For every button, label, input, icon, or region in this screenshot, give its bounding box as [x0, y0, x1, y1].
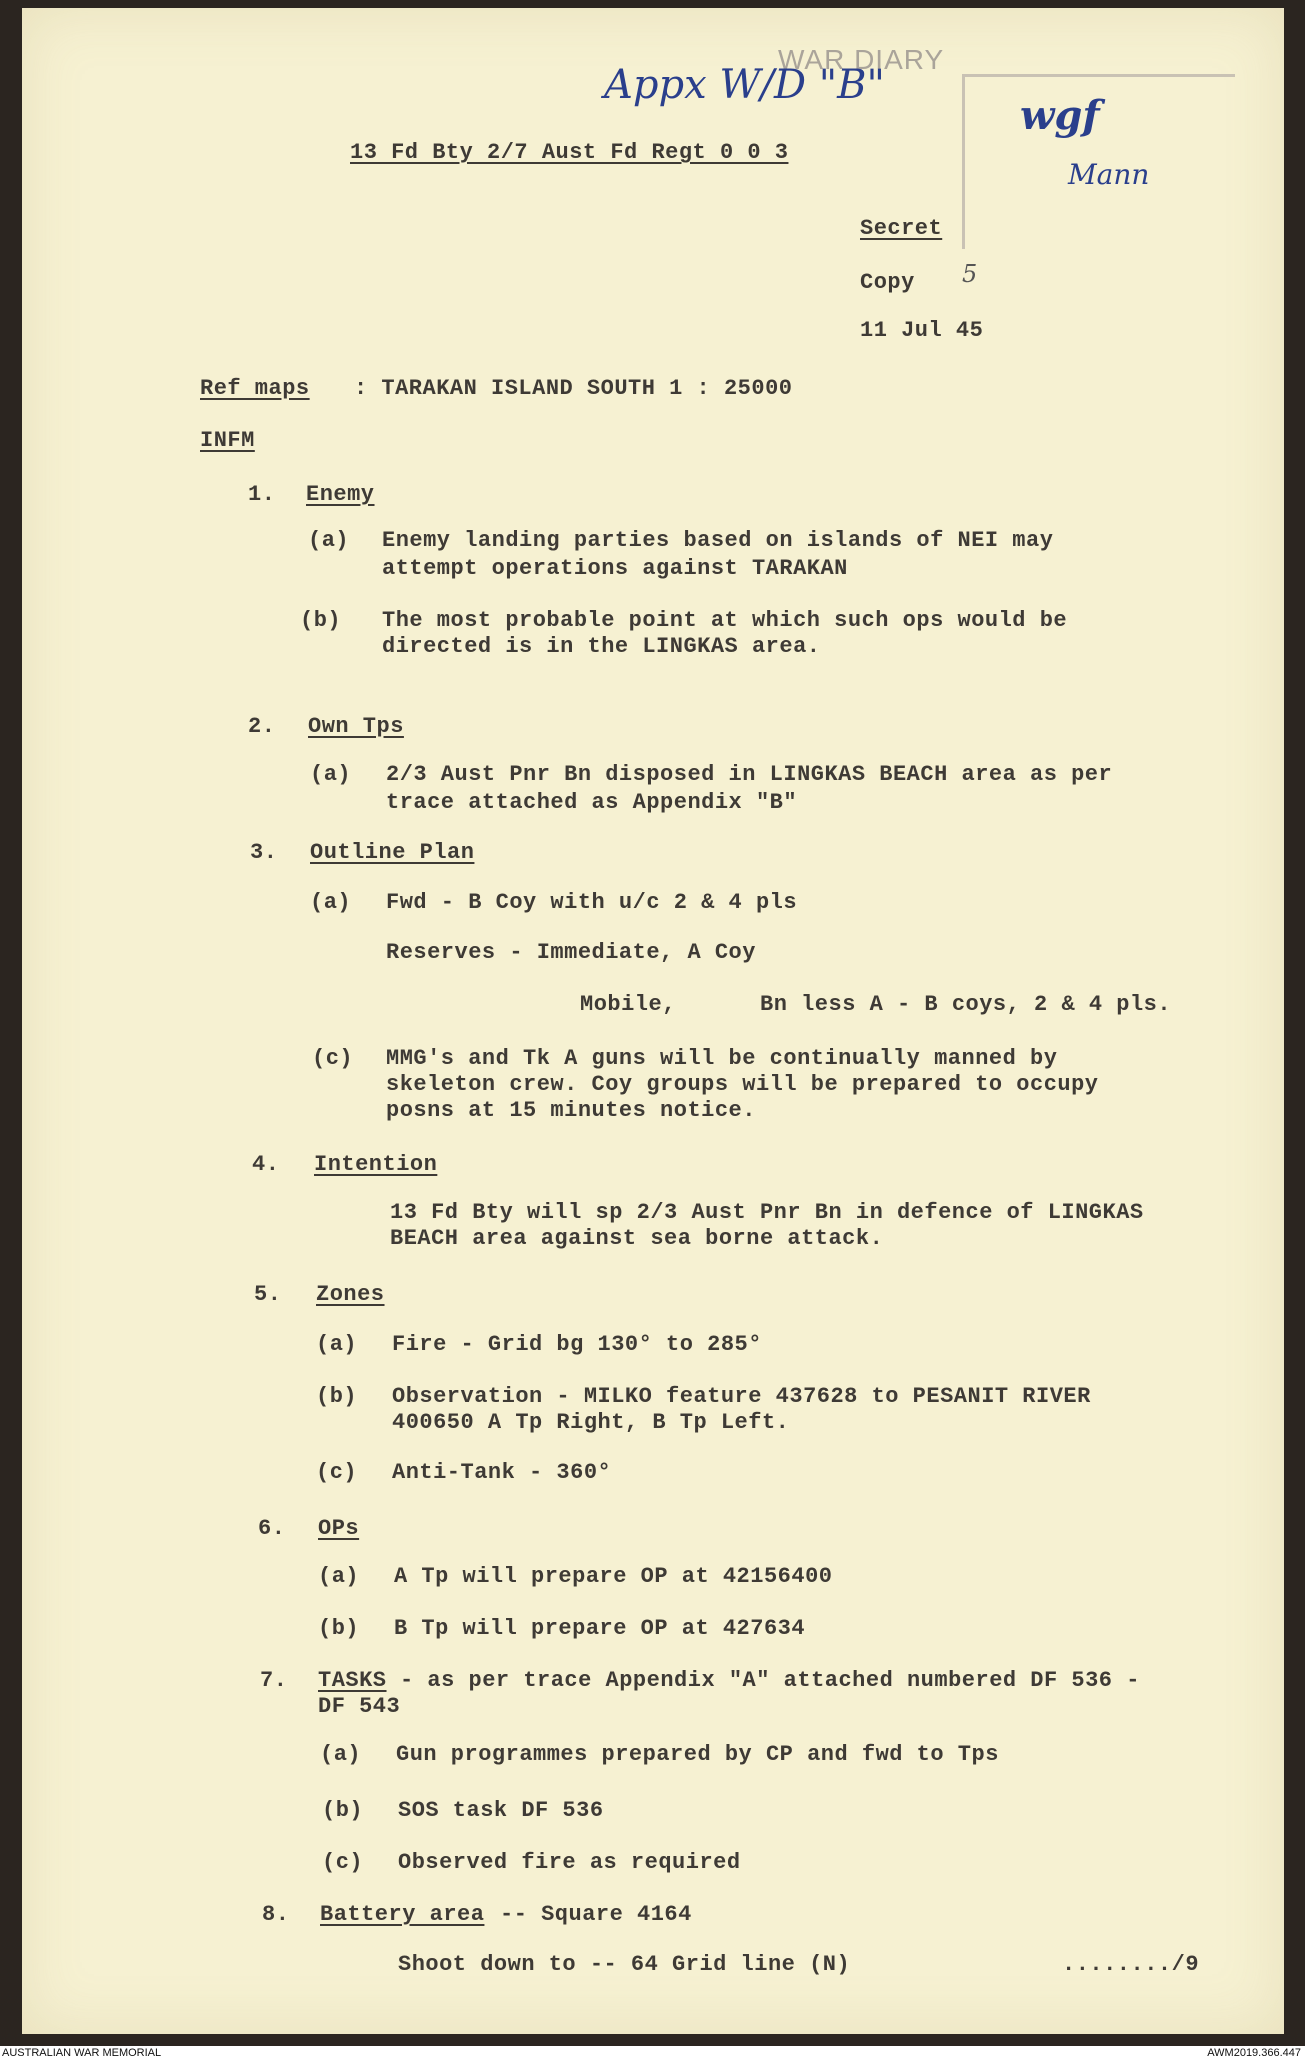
document-date: 11 Jul 45	[860, 318, 984, 343]
section-7c-line1: Observed fire as required	[398, 1850, 741, 1875]
section-3a-line2: Reserves - Immediate, A Coy	[386, 940, 756, 965]
section-6b-line1: B Tp will prepare OP at 427634	[394, 1616, 806, 1641]
section-2-title: Own Tps	[308, 714, 404, 739]
ref-maps-value: : TARAKAN ISLAND SOUTH 1 : 25000	[354, 376, 793, 401]
section-1b-line2: directed is in the LINGKAS area.	[382, 634, 821, 659]
section-7-line2: DF 543	[318, 1694, 401, 1719]
section-8-title: Battery area	[320, 1902, 485, 1927]
section-5b-line1: Observation - MILKO feature 437628 to PESANIT RIVER	[392, 1384, 1091, 1409]
section-7-number: 7.	[260, 1668, 288, 1693]
section-1a-label: (a)	[308, 528, 350, 553]
ref-maps-label: Ref maps	[200, 376, 310, 401]
footer-bar	[0, 2046, 1305, 2061]
section-3c-line1: MMG's and Tk A guns will be continually manned by	[386, 1046, 1058, 1071]
infm-heading: INFM	[200, 428, 255, 453]
section-3c-line2: skeleton crew. Coy groups will be prepared to occupy	[386, 1072, 1099, 1097]
section-1a-line1: Enemy landing parties based on islands of NEI may	[382, 528, 1054, 553]
section-1a-line2: attempt operations against TARAKAN	[382, 556, 848, 581]
section-7a-label: (a)	[320, 1742, 362, 1767]
document-header: 13 Fd Bty 2/7 Aust Fd Regt 0 0 3	[350, 140, 789, 165]
section-5-title: Zones	[316, 1282, 385, 1307]
classification-secret: Secret	[860, 216, 943, 241]
section-8-value: -- Square 4164	[500, 1902, 692, 1927]
handwritten-initials: wgf	[1020, 92, 1100, 139]
section-3-title: Outline Plan	[310, 840, 475, 865]
section-1-title: Enemy	[306, 482, 375, 507]
copy-label: Copy	[860, 270, 915, 295]
section-1b-line1: The most probable point at which such ops would be	[382, 608, 1068, 633]
section-5a-label: (a)	[316, 1332, 358, 1357]
section-5-number: 5.	[254, 1282, 282, 1307]
stamp-label: WAR DIARY	[778, 44, 945, 75]
section-6b-label: (b)	[318, 1616, 360, 1641]
handwritten-appendix: Appx W/D "B"	[604, 62, 885, 108]
section-1-number: 1.	[248, 482, 276, 507]
section-8-number: 8.	[262, 1902, 290, 1927]
section-1b-label: (b)	[300, 608, 342, 633]
section-2a-label: (a)	[310, 762, 352, 787]
section-7b-line1: SOS task DF 536	[398, 1798, 604, 1823]
section-5c-line1: Anti-Tank - 360°	[392, 1460, 612, 1485]
section-3a-line1: Fwd - B Coy with u/c 2 & 4 pls	[386, 890, 798, 915]
section-4-number: 4.	[252, 1152, 280, 1177]
section-4-line2: BEACH area against sea borne attack.	[390, 1226, 884, 1251]
document-page	[22, 8, 1284, 2034]
section-3-number: 3.	[250, 840, 278, 865]
section-5a-line1: Fire - Grid bg 130° to 285°	[392, 1332, 762, 1357]
section-6-number: 6.	[258, 1516, 286, 1541]
handwritten-signature: Mann	[1068, 158, 1150, 191]
section-7-title: TASKS	[318, 1668, 387, 1693]
section-2a-line2: trace attached as Appendix "B"	[386, 790, 798, 815]
continuation-marker: ......../9	[1062, 1952, 1200, 1977]
section-7c-label: (c)	[322, 1850, 364, 1875]
section-3c-label: (c)	[312, 1046, 354, 1071]
section-7a-line1: Gun programmes prepared by CP and fwd to Tps	[396, 1742, 999, 1767]
section-5b-label: (b)	[316, 1384, 358, 1409]
section-3a-label: (a)	[310, 890, 352, 915]
section-3a-line3b: Bn less A - B coys, 2 & 4 pls.	[760, 992, 1172, 1017]
section-2-number: 2.	[248, 714, 276, 739]
footer-credit: AUSTRALIAN WAR MEMORIAL	[2, 2047, 162, 2059]
section-2a-line1: 2/3 Aust Pnr Bn disposed in LINGKAS BEACH area as per	[386, 762, 1113, 787]
section-3c-line3: posns at 15 minutes notice.	[386, 1098, 756, 1123]
section-6a-line1: A Tp will prepare OP at 42156400	[394, 1564, 833, 1589]
footer-accession-number: AWM2019.366.447	[1207, 2047, 1301, 2059]
section-4-title: Intention	[314, 1152, 438, 1177]
section-3a-line3a: Mobile,	[580, 992, 676, 1017]
handwritten-copy-number: 5	[962, 260, 978, 288]
section-7-line1: - as per trace Appendix "A" attached numbered DF 536 -	[400, 1668, 1140, 1693]
section-8-line2: Shoot down to -- 64 Grid line (N)	[398, 1952, 851, 1977]
section-5c-label: (c)	[316, 1460, 358, 1485]
section-6-title: OPs	[318, 1516, 360, 1541]
section-5b-line2: 400650 A Tp Right, B Tp Left.	[392, 1410, 790, 1435]
section-6a-label: (a)	[318, 1564, 360, 1589]
section-4-line1: 13 Fd Bty will sp 2/3 Aust Pnr Bn in defence of LINGKAS	[390, 1200, 1144, 1225]
section-7b-label: (b)	[322, 1798, 364, 1823]
